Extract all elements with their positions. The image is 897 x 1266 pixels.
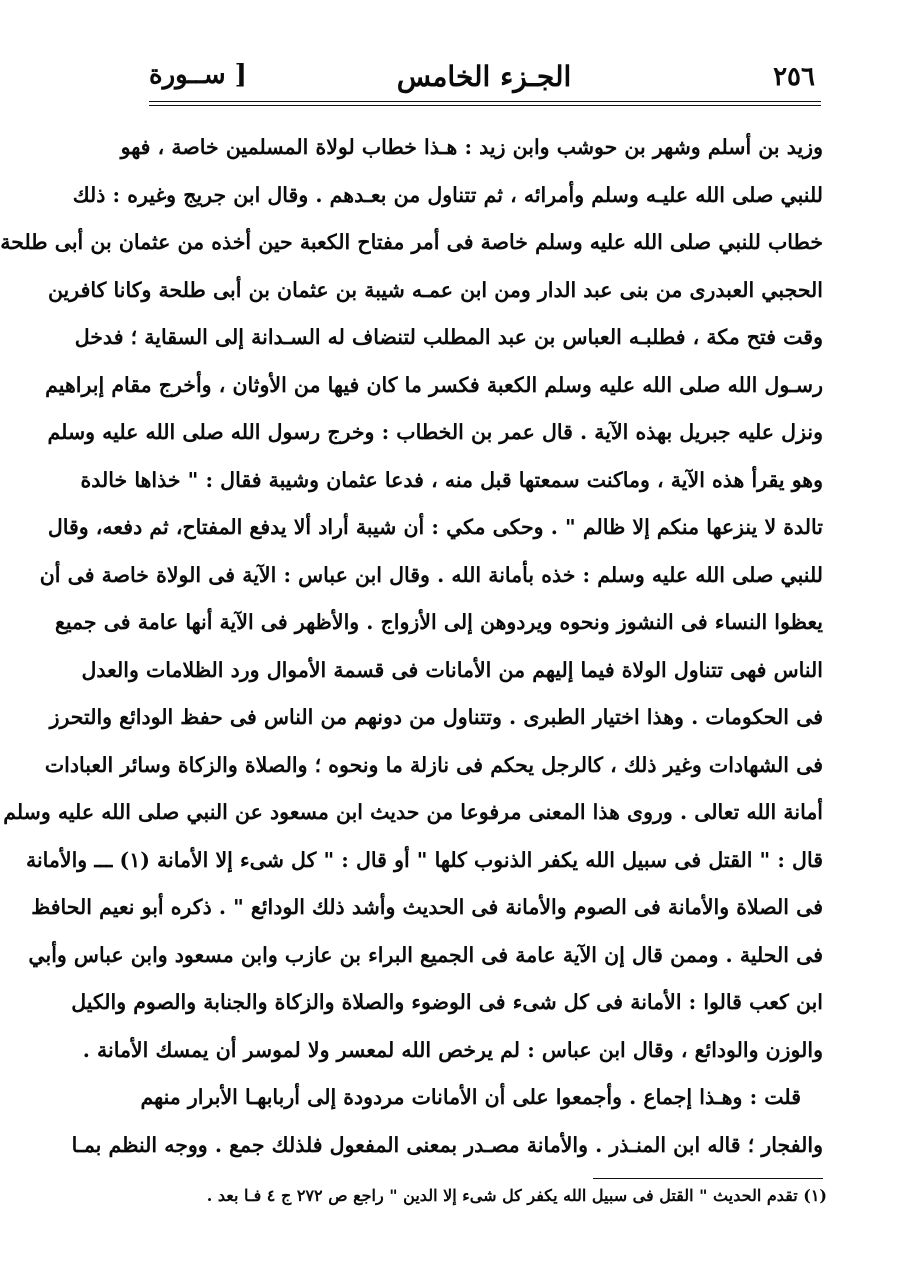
text-line: فى الصلاة والأمانة فى الصوم والأمانة فى الحديث وأشد ذلك الودائع " . ذكره أبو نعيم الحافظ <box>31 895 823 919</box>
text-line: تالدة لا ينزعها منكم إلا ظالم " . وحكى مكي : أن شيبة أراد ألا يدفع المفتاح، ثم دفعه، وقال <box>47 515 823 539</box>
running-title: الجـزء الخامس <box>396 60 572 93</box>
text-line: للنبي صلى الله عليـه وسلم وأمرائه ، ثم تتناول من بعـدهم . وقال ابن جريج وغيره : ذلك <box>72 182 823 207</box>
text-line: قال : " القتل فى سبيل الله يكفر الذنوب كلها " أو قال : " كل شىء إلا الأمانة (١) ـــ والأمانة <box>25 847 823 872</box>
text-line: وقت فتح مكة ، فطلبـه العباس بن عبد المطلب لتنضاف له السـدانة إلى السقاية ؛ فدخل <box>74 325 823 349</box>
text-line: فى الشهادات وغير ذلك ، كالرجل يحكم فى نازلة ما ونحوه ؛ والصلاة والزكاة وسائر العبادات <box>44 752 823 777</box>
text-line: وهو يقرأ هذه الآية ، وماكنت سمعتها قبل منه ، فدعا عثمان وشيبة فقال : " خذاها خالدة <box>80 467 823 492</box>
text-line: أمانة الله تعالى . وروى هذا المعنى مرفوعا من حديث ابن مسعود عن النبي صلى الله عليه وسلم <box>3 800 823 824</box>
surah-label: [ ســورة <box>149 60 247 90</box>
text-line: وزيد بن أسلم وشهر بن حوشب وابن زيد : هـذا خطاب لولاة المسلمين خاصة ، فهو <box>120 135 823 159</box>
footnote: (١) تقدم الحديث " القتل فى سبيل الله يكفر كل شىء إلا الدين " راجع ص ٢٧٢ ج ٤ فـا بعد . <box>206 1186 827 1205</box>
text-line: والوزن والودائع ، وقال ابن عباس : لم يرخص الله لمعسر ولا لموسر أن يمسك الأمانة . <box>82 1037 823 1062</box>
body-text <box>0 124 823 1169</box>
text-line: للنبي صلى الله عليه وسلم : خذه بأمانة الله . وقال ابن عباس : الآية فى الولاة خاصة فى أن <box>39 562 823 587</box>
text-line: فى الحكومات . وهذا اختيار الطبرى . وتتناول من دونهم من الناس فى حفظ الودائع والتحرز <box>49 705 823 729</box>
page-header <box>149 52 819 100</box>
text-line: خطاب للنبي صلى الله عليه وسلم خاصة فى أمر مفتاح الكعبة حين أخذه من عثمان بن أبى طلحة <box>0 230 823 254</box>
text-line: فى الحلية . وممن قال إن الآية عامة فى الجميع البراء بن عازب وابن مسعود وابن عباس وأبي <box>28 942 823 967</box>
text-line: الحجبي العبدرى من بنى عبد الدار ومن ابن عمـه شيبة بن عثمان بن أبى طلحة وكانا كافرين <box>47 277 823 302</box>
text-line: ونزل عليه جبريل بهذه الآية . قال عمر بن الخطاب : وخرج رسول الله صلى الله عليه وسلم <box>47 420 823 444</box>
text-line: قلت : وهـذا إجماع . وأجمعوا على أن الأمانات مردودة إلى أربابهـا الأبرار منهم <box>140 1085 801 1109</box>
text-line: رسـول الله صلى الله عليه وسلم الكعبة فكسر ما كان فيها من الأوثان ، وأخرج مقام إبراهيم <box>45 372 823 397</box>
text-line: الناس فهى تتناول الولاة فيما إليهم من الأمانات فى قسمة الأموال ورد الظلامات والعدل <box>81 657 823 682</box>
footnote-rule <box>593 1178 823 1179</box>
text-line: ابن كعب قالوا : الأمانة فى كل شىء فى الوضوء والصلاة والزكاة والجنابة والصوم والكيل <box>71 990 823 1014</box>
text-line: والفجار ؛ قاله ابن المنـذر . والأمانة مصـدر بمعنى المفعول فلذلك جمع . ووجه النظم بمـا <box>71 1132 823 1157</box>
page-number: ٢٥٦ <box>773 62 815 92</box>
text-line: يعظوا النساء فى النشوز ونحوه ويردوهن إلى الأزواج . والأظهر فى الآية أنها عامة فى جميع <box>54 610 823 634</box>
header-rule <box>149 101 821 106</box>
